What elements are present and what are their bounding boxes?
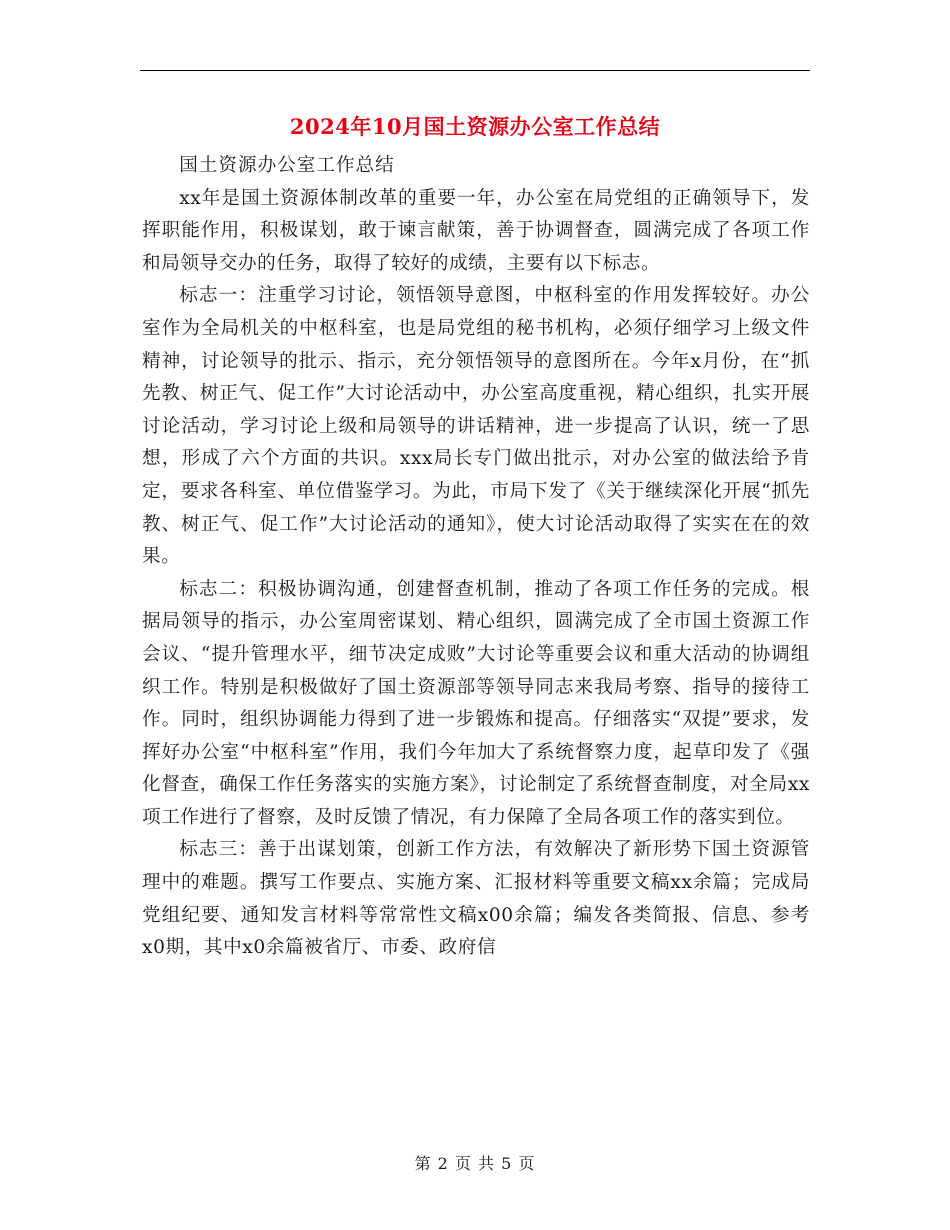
paragraph-mark-two: 标志二：积极协调沟通，创建督查机制，推动了各项工作任务的完成。根据局领导的指示，办公室周密谋划、精心组织，圆满完成了全市国土资源工作会议、“提升管理水平，细节决定成败”大讨论等重要会议和重大活动的协调组织工作。特别是积极做好了国土资源部等领导同志来我局考察、指导的接待工作。同时，组织协调能力得到了进一步锻炼和提高。仔细落实“双提”要求，发挥好办公室“中枢科室”作用，我们今年加大了系统督察力度，起草印发了《强化督查，确保工作任务落实的实施方案》，讨论制定了系统督查制度，对全局xx项工作进行了督察，及时反馈了情况，有力保障了全局各项工作的落实到位。 [142,578,810,828]
paragraph-mark-three: 标志三：善于出谋划策，创新工作方法，有效解决了新形势下国土资源管理中的难题。撰写工作要点、实施方案、汇报材料等重要文稿xx余篇；完成局党组纪要、通知发言材料等常常性文稿x00余篇；编发各类简报、信息、参考x0期，其中x0余篇被省厅、市委、政府信 [142,839,810,959]
page-number-footer: 第 2 页 共 5 页 [414,1154,536,1173]
paragraph-intro: xx年是国土资源体制改革的重要一年，办公室在局党组的正确领导下，发挥职能作用，积极谋划，敢于谏言献策，善于协调督查，圆满完成了各项工作和局领导交办的任务，取得了较好的成绩，主要有以下标志。 [142,187,810,274]
header-rule [140,70,810,71]
paragraph-mark-one: 标志一：注重学习讨论，领悟领导意图，中枢科室的作用发挥较好。办公室作为全局机关的中枢科室，也是局党组的秘书机构，必须仔细学习上级文件精神，讨论领导的批示、指示，充分领悟领导的意图所在。今年x月份，在“抓先教、树正气、促工作”大讨论活动中，办公室高度重视，精心组织，扎实开展讨论活动，学习讨论上级和局领导的讲话精神，进一步提高了认识，统一了思想，形成了六个方面的共识。xxx局长专门做出批示，对办公室的做法给予肯定，要求各科室、单位借鉴学习。为此，市局下发了《关于继续深化开展“抓先教、树正气、促工作”大讨论活动的通知》，使大讨论活动取得了实实在在的效果。 [142,285,810,568]
document-title: 2024年10月国土资源办公室工作总结 [289,114,661,139]
document-body [142,150,810,965]
document-subtitle: 国土资源办公室工作总结 [179,155,395,176]
